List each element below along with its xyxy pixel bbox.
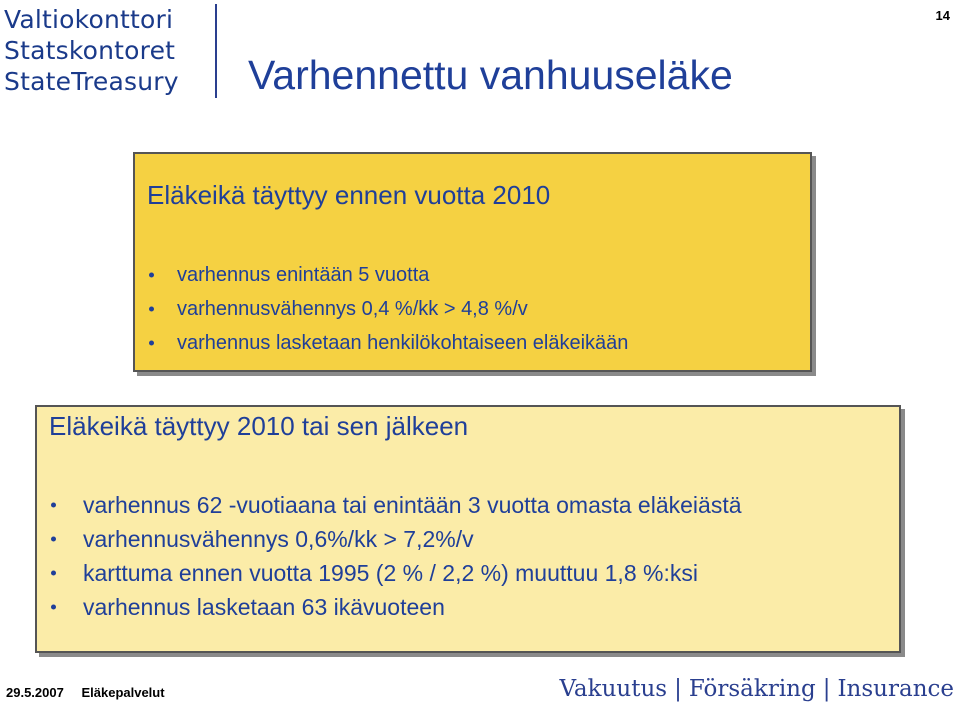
bullet-item: karttuma ennen vuotta 1995 (2 % / 2,2 %) muuttuu 1,8 %:ksi <box>49 556 742 590</box>
footer-info <box>6 685 179 700</box>
before-2010-box <box>133 152 812 372</box>
bullet-item: varhennusvähennys 0,6%/kk > 7,2%/v <box>49 522 742 556</box>
brand-word-en: Insurance <box>837 676 954 702</box>
logo-line-en: StateTreasury <box>4 67 179 96</box>
bullet-item: varhennus lasketaan henkilökohtaiseen eläkeikään <box>147 326 628 360</box>
logo-line-fi: Valtiokonttori <box>4 5 174 34</box>
brand-word-sv: Försäkring <box>688 676 816 702</box>
bullet-item: varhennus enintään 5 vuotta <box>147 258 628 292</box>
brand-separator: | <box>674 676 682 702</box>
from-2010-bullet-list <box>49 488 742 624</box>
from-2010-box <box>35 405 901 653</box>
before-2010-heading: Eläkeikä täyttyy ennen vuotta 2010 <box>147 180 551 210</box>
bullet-item: varhennus lasketaan 63 ikävuoteen <box>49 590 742 624</box>
bullet-item: varhennusvähennys 0,4 %/kk > 4,8 %/v <box>147 292 628 326</box>
insurance-brand-logo <box>559 676 954 702</box>
state-treasury-logo <box>4 4 204 97</box>
brand-separator: | <box>822 676 831 702</box>
page-number: 14 <box>935 8 950 23</box>
brand-word-fi: Vakuutus <box>559 676 668 702</box>
from-2010-heading: Eläkeikä täyttyy 2010 tai sen jälkeen <box>49 411 469 441</box>
before-2010-bullet-list <box>147 258 628 360</box>
footer-date: 29.5.2007 <box>6 685 64 700</box>
logo-line-sv: Statskontoret <box>4 36 176 65</box>
slide-title: Varhennettu vanhuuseläke <box>248 52 733 98</box>
footer-department: Eläkepalvelut <box>81 685 165 700</box>
header-divider <box>215 4 217 98</box>
bullet-item: varhennus 62 -vuotiaana tai enintään 3 vuotta omasta eläkeiästä <box>49 488 742 522</box>
